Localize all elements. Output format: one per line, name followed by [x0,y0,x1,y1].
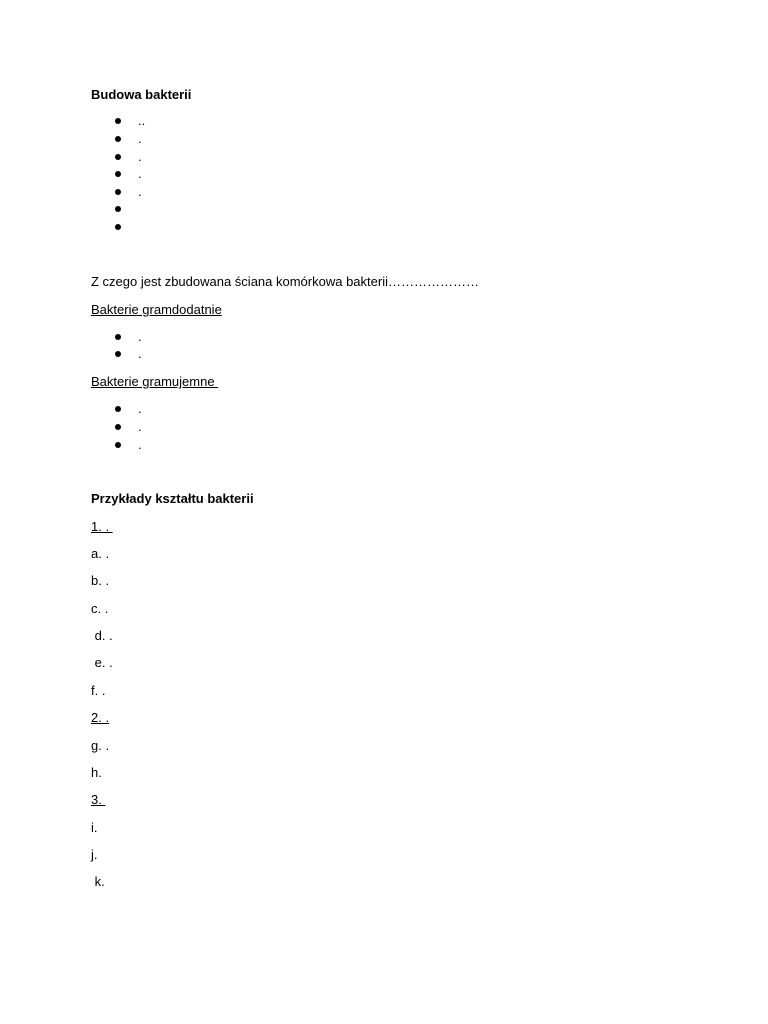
bullet-icon [115,189,121,195]
section-title-structure: Budowa bakterii [91,87,192,102]
numbered-item: 3. [91,792,106,807]
bullet-icon [115,206,121,212]
subheading-gram-positive: Bakterie gramdodatnie [91,302,222,317]
lettered-item: h. [91,765,102,780]
lettered-item: j. [91,847,98,862]
bullet-icon [115,118,121,124]
bullet-icon [115,442,121,448]
lettered-item: e. . [91,655,113,670]
lettered-item: f. . [91,683,106,698]
section-title-shapes: Przykłady kształtu bakterii [91,491,254,506]
lettered-item: b. . [91,573,110,588]
lettered-item: i. [91,820,98,835]
cell-wall-question: Z czego jest zbudowana ściana komórkowa bakterii………………… [91,274,479,289]
numbered-item: 1. . [91,519,113,534]
numbered-item: 2. . [91,710,110,725]
lettered-item: c. . [91,601,109,616]
lettered-item: k. [91,874,105,889]
bullet-icon [115,224,121,230]
lettered-item: a. . [91,546,110,561]
bullet-icon [115,424,121,430]
bullet-icon [115,351,121,357]
bullet-icon [115,154,121,160]
bullet-icon [115,406,121,412]
bullet-icon [115,171,121,177]
lettered-item: d. . [91,628,113,643]
bullet-icon [115,334,121,340]
bullet-icon [115,136,121,142]
subheading-gram-negative: Bakterie gramujemne [91,374,219,389]
document-page: Budowa bakterii .. . . . . Z czego jest zbudowana ściana komórkowa bakterii………………… Bakterie gramdodatnie . . Bakterie gramujemne . . . Przykłady kształtu bakterii 1. . a. . b. . c. . d. . e. . f. . 2. . g. . h. 3. i. j. k. [91,87,479,889]
lettered-item: g. . [91,738,110,753]
